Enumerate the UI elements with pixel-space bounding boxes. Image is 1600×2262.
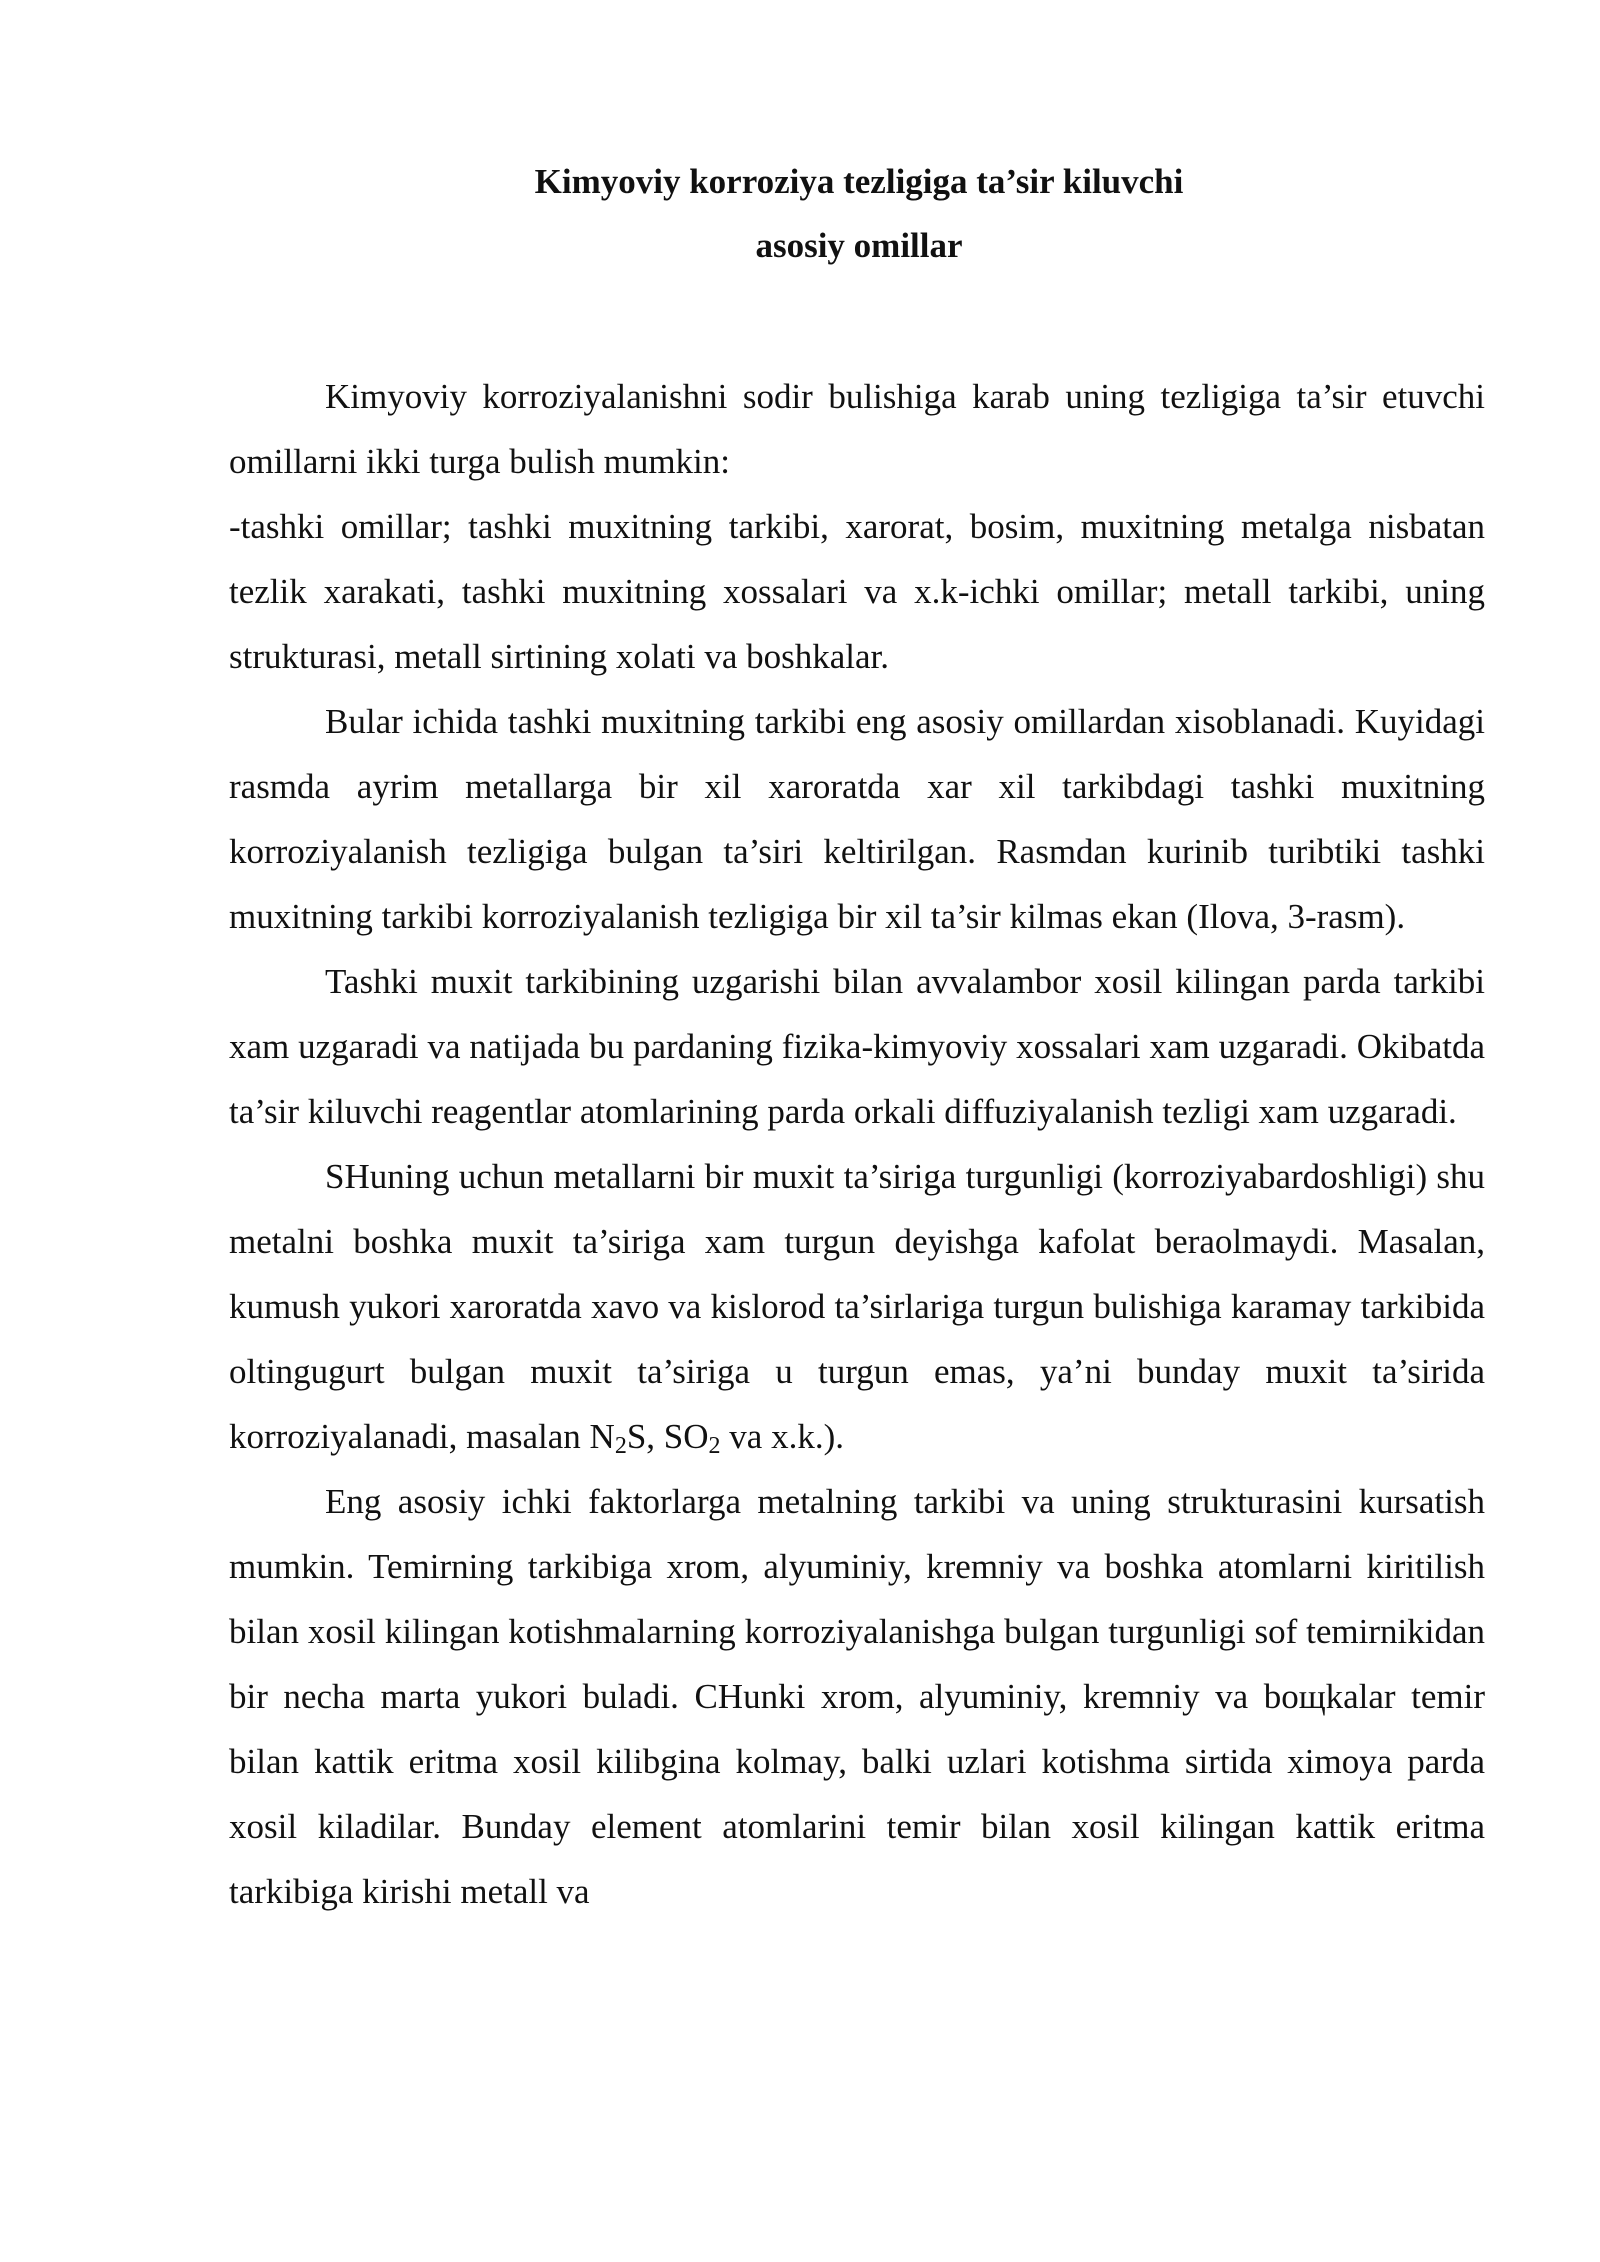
paragraph-5-text-b: S, SO xyxy=(626,1417,709,1456)
title-line-2: asosiy omillar xyxy=(755,226,963,265)
paragraph-4: Tashki muxit tarkibining uzgarishi bilan avvalambor xosil kilingan parda tarkibi xam uzgaradi va natijada bu pardaning fizika-kimyoviy xossalari xam uzgaradi. Okibatda ta’sir kiluvchi reagentlar atomlarining parda orkali diffuziyalanish tezligi xam uzgaradi. xyxy=(229,962,1485,1131)
paragraph-5-text-c: va x.k.). xyxy=(720,1417,844,1456)
subscript-2-b: 2 xyxy=(708,1433,721,1459)
title-line-1: Kimyoviy korroziya tezligiga ta’sir kiluvchi xyxy=(534,162,1184,201)
document-title xyxy=(0,150,1600,278)
paragraph-6: Eng asosiy ichki faktorlarga metalning tarkibi va uning strukturasini kursatish mumkin. Temirning tarkibiga xrom, alyuminiy, kremniy va boshka atomlarni kiritilish bilan xosil kilingan kotishmalarning korroziyalanishga bulgan turgunligi sof temirnikidan bir necha marta yukori buladi. CHunki xrom, alyuminiy, kremniy va bощkalar temir bilan kattik eritma xosil kilibgina kolmay, balki uzlari kotishma sirtida ximoya parda xosil kiladilar. Bunday element atomlarini temir bilan xosil kilingan kattik eritma tarkibiga kirishi metall va xyxy=(229,1482,1485,1911)
paragraph-5 xyxy=(229,1144,1485,1469)
paragraph-2: -tashki omillar; tashki muxitning tarkibi, xarorat, bosim, muxitning metalga nisbatan tezlik xarakati, tashki muxitning xossalari va x.k-ichki omillar; metall tarkibi, uning strukturasi, metall sirtining xolati va boshkalar. xyxy=(229,507,1485,676)
subscript-2-a: 2 xyxy=(614,1433,627,1459)
paragraph-5-text-a: SHuning uchun metallarni bir muxit ta’siriga turgunligi (korroziyabardoshligi) shu metalni boshka muxit ta’siriga xam turgun deyishga kafolat beraolmaydi. Masalan, kumush yukori xaroratda xavo va kislorod ta’sirlariga turgun bulishiga karamay tarkibida oltingugurt bulgan muxit ta’siriga u turgun emas, ya’ni bunday muxit ta’sirida korroziyalanadi, masalan N xyxy=(229,1157,1485,1456)
paragraph-3: Bular ichida tashki muxitning tarkibi eng asosiy omillardan xisoblanadi. Kuyidagi rasmda ayrim metallarga bir xil xaroratda xar xil tarkibdagi tashki muxitning korroziyalanish tezligiga bulgan ta’siri keltirilgan. Rasmdan kurinib turibtiki tashki muxitning tarkibi korroziyalanish tezligiga bir xil ta’sir kilmas ekan (Ilova, 3-rasm). xyxy=(229,702,1485,936)
paragraph-1: Kimyoviy korroziyalanishni sodir bulishiga karab uning tezligiga ta’sir etuvchi omillarni ikki turga bulish mumkin: xyxy=(229,377,1485,481)
document-body xyxy=(229,364,1485,1924)
